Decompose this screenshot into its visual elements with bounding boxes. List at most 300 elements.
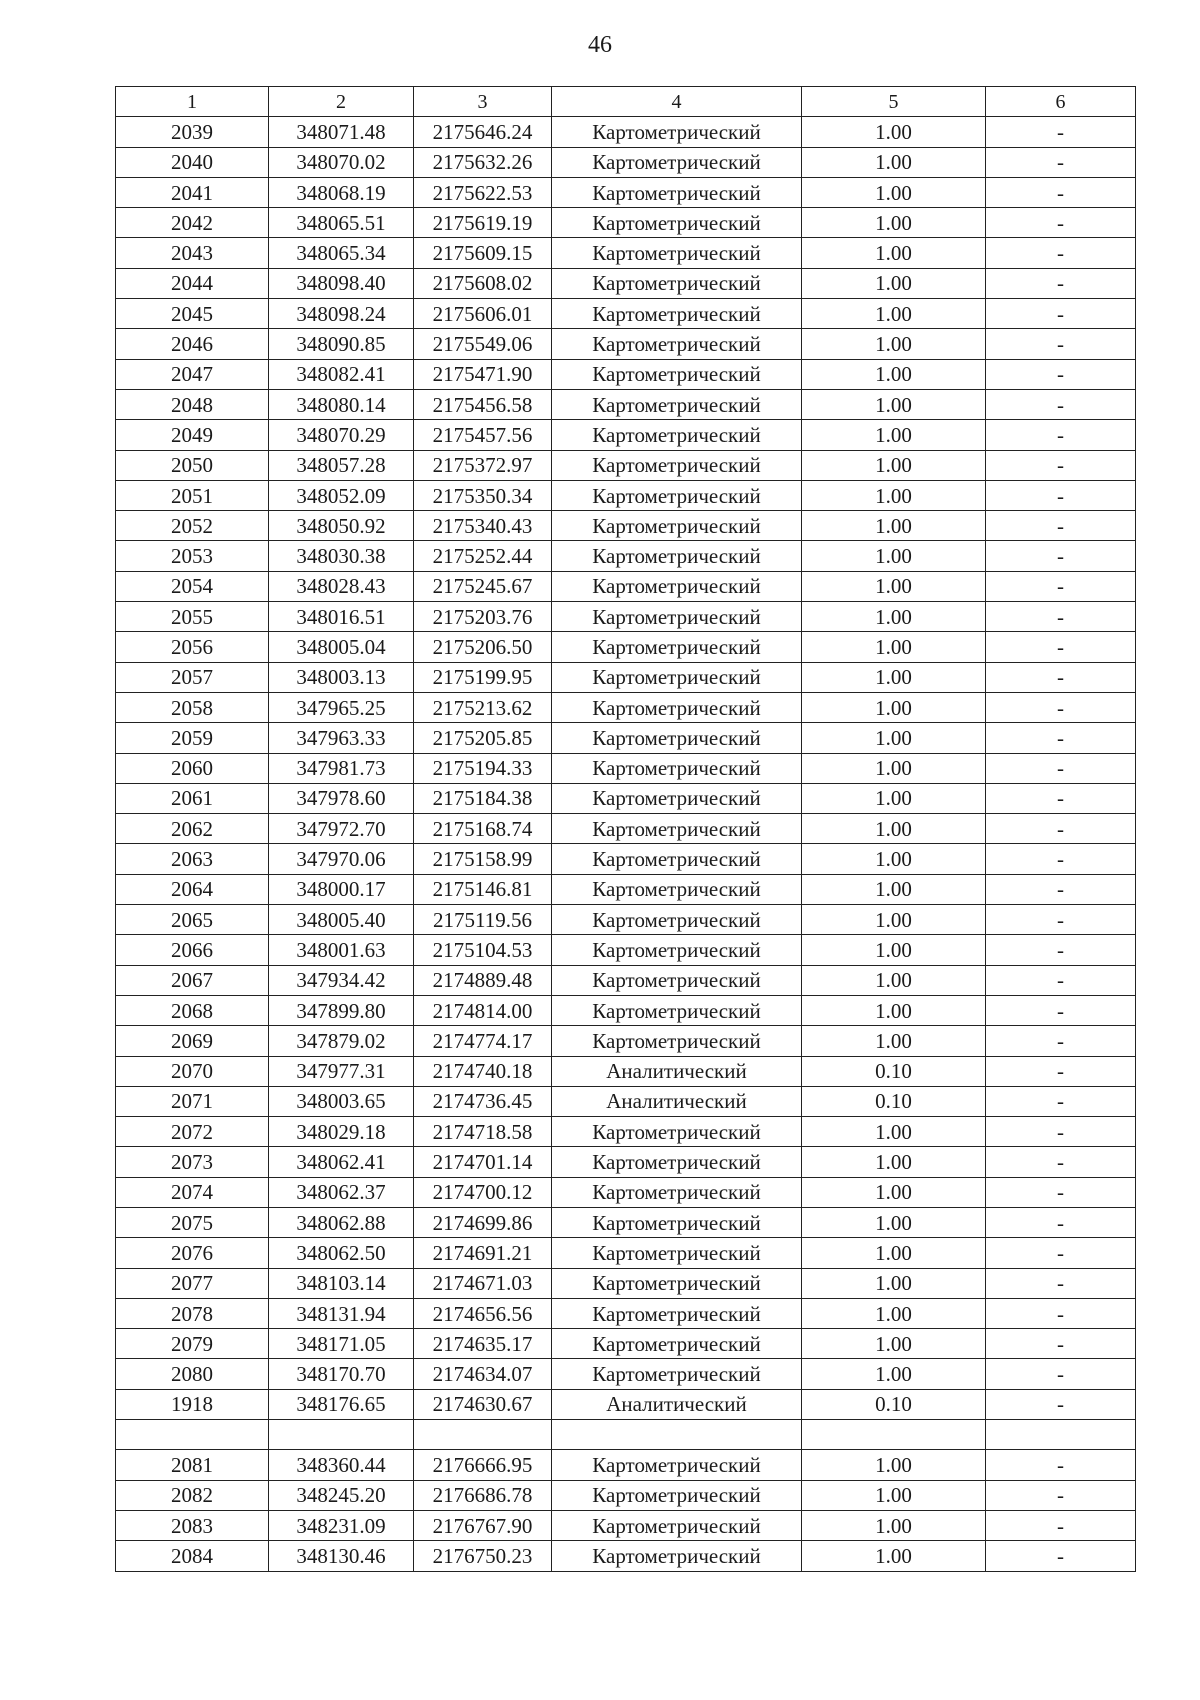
point-number-cell: 2047 xyxy=(116,359,269,389)
x-coordinate-cell: 348098.24 xyxy=(269,299,414,329)
accuracy-cell: 1.00 xyxy=(802,329,986,359)
table-row xyxy=(116,632,1136,662)
x-coordinate-cell: 348080.14 xyxy=(269,389,414,419)
method-cell: Картометрический xyxy=(552,299,802,329)
y-coordinate-cell: 2175146.81 xyxy=(414,874,552,904)
description-cell: - xyxy=(986,814,1136,844)
method-cell: Картометрический xyxy=(552,995,802,1025)
description-cell: - xyxy=(986,632,1136,662)
table-row xyxy=(116,905,1136,935)
point-number-cell: 2062 xyxy=(116,814,269,844)
method-cell: Картометрический xyxy=(552,420,802,450)
x-coordinate-cell: 348098.40 xyxy=(269,268,414,298)
description-cell: - xyxy=(986,995,1136,1025)
accuracy-cell xyxy=(802,1420,986,1450)
point-number-cell: 2084 xyxy=(116,1541,269,1571)
y-coordinate-cell: 2175245.67 xyxy=(414,571,552,601)
table-row xyxy=(116,541,1136,571)
point-number-cell: 2073 xyxy=(116,1147,269,1177)
x-coordinate-cell: 348070.29 xyxy=(269,420,414,450)
y-coordinate-cell: 2174691.21 xyxy=(414,1238,552,1268)
point-number-cell: 2057 xyxy=(116,662,269,692)
x-coordinate-cell: 347977.31 xyxy=(269,1056,414,1086)
table-row xyxy=(116,571,1136,601)
y-coordinate-cell: 2174718.58 xyxy=(414,1117,552,1147)
description-cell: - xyxy=(986,1147,1136,1177)
point-number-cell: 2081 xyxy=(116,1450,269,1480)
point-number-cell: 2070 xyxy=(116,1056,269,1086)
x-coordinate-cell: 348071.48 xyxy=(269,117,414,147)
accuracy-cell: 1.00 xyxy=(802,1268,986,1298)
x-coordinate-cell: 348052.09 xyxy=(269,480,414,510)
accuracy-cell: 1.00 xyxy=(802,1147,986,1177)
table-row xyxy=(116,1450,1136,1480)
x-coordinate-cell: 348030.38 xyxy=(269,541,414,571)
method-cell: Картометрический xyxy=(552,1541,802,1571)
x-coordinate-cell: 347965.25 xyxy=(269,692,414,722)
y-coordinate-cell: 2174656.56 xyxy=(414,1298,552,1328)
description-cell: - xyxy=(986,602,1136,632)
description-cell: - xyxy=(986,1177,1136,1207)
table-row xyxy=(116,1389,1136,1419)
point-number-cell: 2078 xyxy=(116,1298,269,1328)
description-cell: - xyxy=(986,480,1136,510)
point-number-cell xyxy=(116,1420,269,1450)
method-cell: Картометрический xyxy=(552,1026,802,1056)
description-cell: - xyxy=(986,905,1136,935)
description-cell: - xyxy=(986,723,1136,753)
table-row xyxy=(116,480,1136,510)
method-cell: Картометрический xyxy=(552,208,802,238)
y-coordinate-cell: 2174635.17 xyxy=(414,1329,552,1359)
x-coordinate-cell: 348360.44 xyxy=(269,1450,414,1480)
accuracy-cell: 1.00 xyxy=(802,783,986,813)
table-row xyxy=(116,1510,1136,1540)
table-row xyxy=(116,935,1136,965)
accuracy-cell: 1.00 xyxy=(802,874,986,904)
y-coordinate-cell: 2175206.50 xyxy=(414,632,552,662)
accuracy-cell: 1.00 xyxy=(802,147,986,177)
point-number-cell: 2049 xyxy=(116,420,269,450)
description-cell: - xyxy=(986,1268,1136,1298)
y-coordinate-cell: 2175646.24 xyxy=(414,117,552,147)
accuracy-cell: 0.10 xyxy=(802,1086,986,1116)
point-number-cell: 2048 xyxy=(116,389,269,419)
accuracy-cell: 1.00 xyxy=(802,208,986,238)
column-header: 1 xyxy=(116,87,269,117)
x-coordinate-cell: 348082.41 xyxy=(269,359,414,389)
y-coordinate-cell: 2174630.67 xyxy=(414,1389,552,1419)
point-number-cell: 2063 xyxy=(116,844,269,874)
x-coordinate-cell: 348171.05 xyxy=(269,1329,414,1359)
table-row xyxy=(116,1117,1136,1147)
method-cell: Аналитический xyxy=(552,1086,802,1116)
y-coordinate-cell: 2176666.95 xyxy=(414,1450,552,1480)
y-coordinate-cell: 2174701.14 xyxy=(414,1147,552,1177)
column-header: 6 xyxy=(986,87,1136,117)
accuracy-cell: 1.00 xyxy=(802,935,986,965)
method-cell: Картометрический xyxy=(552,329,802,359)
y-coordinate-cell: 2175252.44 xyxy=(414,541,552,571)
method-cell xyxy=(552,1420,802,1450)
table-row xyxy=(116,359,1136,389)
description-cell: - xyxy=(986,783,1136,813)
y-coordinate-cell xyxy=(414,1420,552,1450)
point-number-cell: 2068 xyxy=(116,995,269,1025)
x-coordinate-cell: 348170.70 xyxy=(269,1359,414,1389)
y-coordinate-cell: 2174740.18 xyxy=(414,1056,552,1086)
description-cell xyxy=(986,1420,1136,1450)
method-cell: Картометрический xyxy=(552,935,802,965)
description-cell: - xyxy=(986,1026,1136,1056)
point-number-cell: 2071 xyxy=(116,1086,269,1116)
accuracy-cell: 1.00 xyxy=(802,1450,986,1480)
description-cell: - xyxy=(986,1510,1136,1540)
description-cell: - xyxy=(986,935,1136,965)
table-row xyxy=(116,1147,1136,1177)
page-number: 46 xyxy=(588,32,612,58)
description-cell: - xyxy=(986,1298,1136,1328)
x-coordinate-cell: 348016.51 xyxy=(269,602,414,632)
y-coordinate-cell: 2175184.38 xyxy=(414,783,552,813)
description-cell: - xyxy=(986,1480,1136,1510)
description-cell: - xyxy=(986,238,1136,268)
description-cell: - xyxy=(986,844,1136,874)
point-number-cell: 2056 xyxy=(116,632,269,662)
y-coordinate-cell: 2176750.23 xyxy=(414,1541,552,1571)
description-cell: - xyxy=(986,511,1136,541)
accuracy-cell: 1.00 xyxy=(802,268,986,298)
point-number-cell: 2069 xyxy=(116,1026,269,1056)
table-row xyxy=(116,783,1136,813)
x-coordinate-cell: 348062.50 xyxy=(269,1238,414,1268)
y-coordinate-cell: 2175457.56 xyxy=(414,420,552,450)
method-cell: Картометрический xyxy=(552,692,802,722)
accuracy-cell: 0.10 xyxy=(802,1056,986,1086)
y-coordinate-cell: 2175609.15 xyxy=(414,238,552,268)
accuracy-cell: 1.00 xyxy=(802,602,986,632)
accuracy-cell: 1.00 xyxy=(802,571,986,601)
column-header: 3 xyxy=(414,87,552,117)
description-cell: - xyxy=(986,450,1136,480)
y-coordinate-cell: 2175350.34 xyxy=(414,480,552,510)
point-number-cell: 2079 xyxy=(116,1329,269,1359)
accuracy-cell: 1.00 xyxy=(802,1329,986,1359)
column-header: 2 xyxy=(269,87,414,117)
description-cell: - xyxy=(986,1541,1136,1571)
x-coordinate-cell: 348005.04 xyxy=(269,632,414,662)
description-cell: - xyxy=(986,571,1136,601)
description-cell: - xyxy=(986,420,1136,450)
point-number-cell: 2072 xyxy=(116,1117,269,1147)
y-coordinate-cell: 2175104.53 xyxy=(414,935,552,965)
table-row xyxy=(116,1420,1136,1450)
x-coordinate-cell: 348176.65 xyxy=(269,1389,414,1419)
method-cell: Аналитический xyxy=(552,1389,802,1419)
table-row xyxy=(116,1541,1136,1571)
accuracy-cell: 1.00 xyxy=(802,450,986,480)
table-row xyxy=(116,329,1136,359)
x-coordinate-cell: 348000.17 xyxy=(269,874,414,904)
point-number-cell: 2042 xyxy=(116,208,269,238)
method-cell: Картометрический xyxy=(552,753,802,783)
x-coordinate-cell: 347981.73 xyxy=(269,753,414,783)
table-row xyxy=(116,602,1136,632)
method-cell: Картометрический xyxy=(552,662,802,692)
description-cell: - xyxy=(986,1238,1136,1268)
table-row xyxy=(116,1207,1136,1237)
point-number-cell: 2055 xyxy=(116,602,269,632)
point-number-cell: 2064 xyxy=(116,874,269,904)
description-cell: - xyxy=(986,965,1136,995)
accuracy-cell: 1.00 xyxy=(802,905,986,935)
accuracy-cell: 1.00 xyxy=(802,1541,986,1571)
point-number-cell: 2080 xyxy=(116,1359,269,1389)
method-cell: Картометрический xyxy=(552,1177,802,1207)
table-row xyxy=(116,1177,1136,1207)
point-number-cell: 2058 xyxy=(116,692,269,722)
description-cell: - xyxy=(986,268,1136,298)
accuracy-cell: 1.00 xyxy=(802,965,986,995)
table-row xyxy=(116,268,1136,298)
table-row xyxy=(116,814,1136,844)
y-coordinate-cell: 2176686.78 xyxy=(414,1480,552,1510)
accuracy-cell: 1.00 xyxy=(802,692,986,722)
method-cell: Картометрический xyxy=(552,602,802,632)
y-coordinate-cell: 2175199.95 xyxy=(414,662,552,692)
method-cell: Картометрический xyxy=(552,389,802,419)
x-coordinate-cell: 348130.46 xyxy=(269,1541,414,1571)
method-cell: Картометрический xyxy=(552,450,802,480)
method-cell: Картометрический xyxy=(552,1298,802,1328)
description-cell: - xyxy=(986,147,1136,177)
accuracy-cell: 1.00 xyxy=(802,1117,986,1147)
description-cell: - xyxy=(986,1117,1136,1147)
table-row xyxy=(116,177,1136,207)
x-coordinate-cell: 348003.65 xyxy=(269,1086,414,1116)
x-coordinate-cell: 348103.14 xyxy=(269,1268,414,1298)
table-row xyxy=(116,238,1136,268)
x-coordinate-cell: 348062.88 xyxy=(269,1207,414,1237)
table-row xyxy=(116,1329,1136,1359)
accuracy-cell: 1.00 xyxy=(802,511,986,541)
description-cell: - xyxy=(986,117,1136,147)
x-coordinate-cell: 348245.20 xyxy=(269,1480,414,1510)
y-coordinate-cell: 2174889.48 xyxy=(414,965,552,995)
x-coordinate-cell: 348005.40 xyxy=(269,905,414,935)
y-coordinate-cell: 2175203.76 xyxy=(414,602,552,632)
point-number-cell: 2075 xyxy=(116,1207,269,1237)
description-cell: - xyxy=(986,874,1136,904)
accuracy-cell: 1.00 xyxy=(802,389,986,419)
x-coordinate-cell: 348068.19 xyxy=(269,177,414,207)
column-header: 5 xyxy=(802,87,986,117)
method-cell: Картометрический xyxy=(552,874,802,904)
method-cell: Картометрический xyxy=(552,541,802,571)
method-cell: Картометрический xyxy=(552,1238,802,1268)
y-coordinate-cell: 2175158.99 xyxy=(414,844,552,874)
method-cell: Картометрический xyxy=(552,905,802,935)
accuracy-cell: 1.00 xyxy=(802,662,986,692)
description-cell: - xyxy=(986,1207,1136,1237)
method-cell: Аналитический xyxy=(552,1056,802,1086)
point-number-cell: 2083 xyxy=(116,1510,269,1540)
description-cell: - xyxy=(986,753,1136,783)
table-row xyxy=(116,117,1136,147)
coordinates-table xyxy=(115,86,1136,1572)
table-row xyxy=(116,450,1136,480)
x-coordinate-cell: 347963.33 xyxy=(269,723,414,753)
method-cell: Картометрический xyxy=(552,723,802,753)
accuracy-cell: 0.10 xyxy=(802,1389,986,1419)
accuracy-cell: 1.00 xyxy=(802,238,986,268)
accuracy-cell: 1.00 xyxy=(802,1238,986,1268)
method-cell: Картометрический xyxy=(552,844,802,874)
table-row xyxy=(116,1026,1136,1056)
point-number-cell: 2067 xyxy=(116,965,269,995)
method-cell: Картометрический xyxy=(552,359,802,389)
description-cell: - xyxy=(986,692,1136,722)
method-cell: Картометрический xyxy=(552,177,802,207)
point-number-cell: 2077 xyxy=(116,1268,269,1298)
y-coordinate-cell: 2176767.90 xyxy=(414,1510,552,1540)
description-cell: - xyxy=(986,662,1136,692)
x-coordinate-cell: 348057.28 xyxy=(269,450,414,480)
x-coordinate-cell: 348070.02 xyxy=(269,147,414,177)
method-cell: Картометрический xyxy=(552,965,802,995)
accuracy-cell: 1.00 xyxy=(802,632,986,662)
accuracy-cell: 1.00 xyxy=(802,1298,986,1328)
table-row xyxy=(116,692,1136,722)
point-number-cell: 2082 xyxy=(116,1480,269,1510)
table-row xyxy=(116,1056,1136,1086)
accuracy-cell: 1.00 xyxy=(802,177,986,207)
method-cell: Картометрический xyxy=(552,238,802,268)
method-cell: Картометрический xyxy=(552,1207,802,1237)
description-cell: - xyxy=(986,177,1136,207)
method-cell: Картометрический xyxy=(552,571,802,601)
y-coordinate-cell: 2175608.02 xyxy=(414,268,552,298)
table-row xyxy=(116,1268,1136,1298)
point-number-cell: 2074 xyxy=(116,1177,269,1207)
point-number-cell: 2044 xyxy=(116,268,269,298)
y-coordinate-cell: 2175622.53 xyxy=(414,177,552,207)
table-row xyxy=(116,844,1136,874)
y-coordinate-cell: 2175632.26 xyxy=(414,147,552,177)
x-coordinate-cell: 347972.70 xyxy=(269,814,414,844)
table-row xyxy=(116,1480,1136,1510)
x-coordinate-cell: 347899.80 xyxy=(269,995,414,1025)
point-number-cell: 2054 xyxy=(116,571,269,601)
y-coordinate-cell: 2175471.90 xyxy=(414,359,552,389)
method-cell: Картометрический xyxy=(552,1359,802,1389)
accuracy-cell: 1.00 xyxy=(802,1207,986,1237)
column-header: 4 xyxy=(552,87,802,117)
table-row xyxy=(116,389,1136,419)
accuracy-cell: 1.00 xyxy=(802,359,986,389)
x-coordinate-cell: 347978.60 xyxy=(269,783,414,813)
description-cell: - xyxy=(986,299,1136,329)
method-cell: Картометрический xyxy=(552,632,802,662)
accuracy-cell: 1.00 xyxy=(802,1359,986,1389)
x-coordinate-cell: 348065.34 xyxy=(269,238,414,268)
y-coordinate-cell: 2175549.06 xyxy=(414,329,552,359)
table-row xyxy=(116,874,1136,904)
table-header-row xyxy=(116,87,1136,117)
x-coordinate-cell: 348231.09 xyxy=(269,1510,414,1540)
y-coordinate-cell: 2175619.19 xyxy=(414,208,552,238)
x-coordinate-cell: 348003.13 xyxy=(269,662,414,692)
y-coordinate-cell: 2175456.58 xyxy=(414,389,552,419)
method-cell: Картометрический xyxy=(552,1450,802,1480)
accuracy-cell: 1.00 xyxy=(802,753,986,783)
method-cell: Картометрический xyxy=(552,117,802,147)
point-number-cell: 2039 xyxy=(116,117,269,147)
accuracy-cell: 1.00 xyxy=(802,420,986,450)
table-row xyxy=(116,965,1136,995)
y-coordinate-cell: 2174634.07 xyxy=(414,1359,552,1389)
x-coordinate-cell: 348029.18 xyxy=(269,1117,414,1147)
table-row xyxy=(116,1238,1136,1268)
y-coordinate-cell: 2175213.62 xyxy=(414,692,552,722)
method-cell: Картометрический xyxy=(552,783,802,813)
table-row xyxy=(116,147,1136,177)
point-number-cell: 1918 xyxy=(116,1389,269,1419)
method-cell: Картометрический xyxy=(552,1268,802,1298)
table-body xyxy=(116,117,1136,1571)
description-cell: - xyxy=(986,1389,1136,1419)
table-row xyxy=(116,420,1136,450)
accuracy-cell: 1.00 xyxy=(802,1177,986,1207)
description-cell: - xyxy=(986,1329,1136,1359)
table-row xyxy=(116,1298,1136,1328)
description-cell: - xyxy=(986,1056,1136,1086)
point-number-cell: 2061 xyxy=(116,783,269,813)
method-cell: Картометрический xyxy=(552,1147,802,1177)
accuracy-cell: 1.00 xyxy=(802,117,986,147)
y-coordinate-cell: 2175372.97 xyxy=(414,450,552,480)
method-cell: Картометрический xyxy=(552,147,802,177)
accuracy-cell: 1.00 xyxy=(802,541,986,571)
point-number-cell: 2050 xyxy=(116,450,269,480)
y-coordinate-cell: 2175194.33 xyxy=(414,753,552,783)
x-coordinate-cell xyxy=(269,1420,414,1450)
accuracy-cell: 1.00 xyxy=(802,299,986,329)
method-cell: Картометрический xyxy=(552,268,802,298)
table-row xyxy=(116,723,1136,753)
point-number-cell: 2046 xyxy=(116,329,269,359)
method-cell: Картометрический xyxy=(552,1329,802,1359)
x-coordinate-cell: 348090.85 xyxy=(269,329,414,359)
x-coordinate-cell: 347970.06 xyxy=(269,844,414,874)
x-coordinate-cell: 347934.42 xyxy=(269,965,414,995)
description-cell: - xyxy=(986,1359,1136,1389)
table-row xyxy=(116,995,1136,1025)
table-row xyxy=(116,208,1136,238)
y-coordinate-cell: 2174814.00 xyxy=(414,995,552,1025)
method-cell: Картометрический xyxy=(552,814,802,844)
x-coordinate-cell: 348050.92 xyxy=(269,511,414,541)
x-coordinate-cell: 348065.51 xyxy=(269,208,414,238)
y-coordinate-cell: 2174736.45 xyxy=(414,1086,552,1116)
y-coordinate-cell: 2175119.56 xyxy=(414,905,552,935)
point-number-cell: 2065 xyxy=(116,905,269,935)
method-cell: Картометрический xyxy=(552,1117,802,1147)
accuracy-cell: 1.00 xyxy=(802,480,986,510)
x-coordinate-cell: 348028.43 xyxy=(269,571,414,601)
description-cell: - xyxy=(986,1450,1136,1480)
method-cell: Картометрический xyxy=(552,511,802,541)
